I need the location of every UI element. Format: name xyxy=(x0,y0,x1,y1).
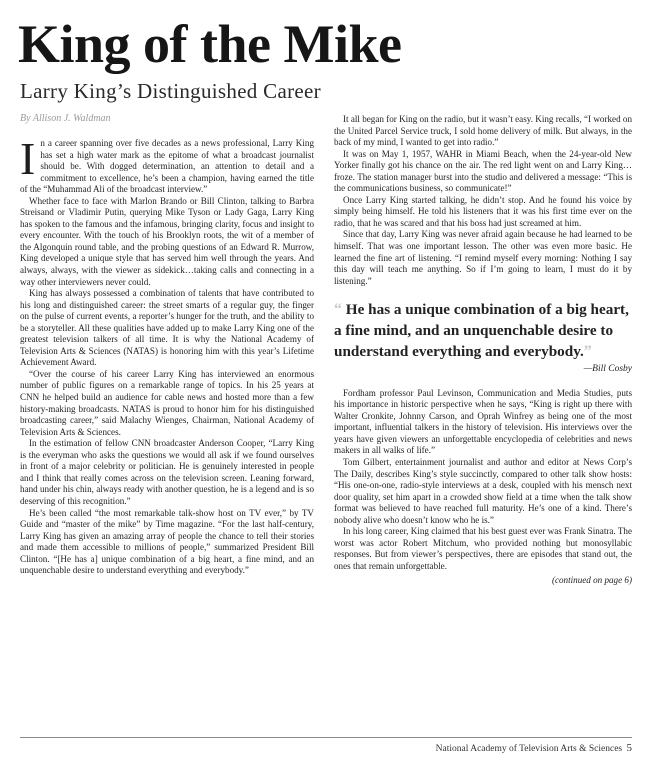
article-subtitle: Larry King’s Distinguished Career xyxy=(20,79,321,103)
pull-quote-attribution: —Bill Cosby xyxy=(583,364,632,375)
pull-quote-body: He has a unique combination of a big heart, a fine mind, and an unquenchable desire to understand everything and everybody. xyxy=(334,301,629,361)
pull-quote xyxy=(334,299,632,376)
paragraph: It all began for King on the radio, but it wasn’t easy. King recalls, “I worked on the United Parcel Service truck, I sold home delivery of milk. But always, in the back of my mind, I wanted to get into radio.” xyxy=(334,114,632,148)
paragraph xyxy=(20,133,314,196)
page-footer xyxy=(436,742,632,754)
open-quote-mark: “ xyxy=(334,301,342,319)
article-byline: By Allison J. Waldman xyxy=(20,113,111,124)
article-title: King of the Mike xyxy=(18,14,402,74)
paragraph: “Over the course of his career Larry King has interviewed an enormous number of public figures on a remarkable range of topics. In his 25 years at CNN he helped build an audience for cable news and hosted more than a few history-making broadcasts. NATAS is proud to honor him for his distinguished broadcasting career,” said Malachy Wienges, Chairman, National Academy of Television Arts & Sciences. xyxy=(20,368,314,437)
paragraph: He’s been called “the most remarkable talk-show host on TV ever,” by TV Guide and “master of the mike” by Time magazine. “For the last half-century, Larry King has given an amazing array of people the chance to tell their stories and made them accessible to millions of people,” summarized President Bill Clinton. “[He has a] unique combination of a big heart, a fine mind, and an unquenchable desire to understand everything and everybody.” xyxy=(20,507,314,576)
paragraph: Fordham professor Paul Levinson, Communication and Media Studies, puts his importance in historic perspective when he says, “King is right up there with Walter Cronkite, Johnny Carson, and Oprah Winfrey as being one of the most important, influential talkers in the history of television. His interviews over the years have given viewers an unforgettable encyclopedia of celebrities and news makers in all walks of life.” xyxy=(334,387,632,456)
paragraph: Whether face to face with Marlon Brando or Bill Clinton, talking to Barbra Streisand or Vladimir Putin, querying Mike Tyson or Lady Gaga, Larry King has spoken to the famous and the infamous, bringing clarity, focus and insight to every encounter. With the touch of his Brooklyn roots, the wit of a member of the Algonquin round table, and the probing questions of an Edward R. Murrow, King developed a unique style that has served him well through the years. And always, always, with the viewer as sidekick…taking calls and connecting in a way other interviewers never could. xyxy=(20,195,314,287)
right-column xyxy=(334,114,632,586)
paragraph: In his long career, King claimed that his best guest ever was Frank Sinatra. The worst was actor Robert Mitchum, who provided nothing but monosyllabic responses. But from viewer’s perspectives, there are episodes that stand out, the ones that remain unforgettable. xyxy=(334,526,632,571)
page-number: 5 xyxy=(626,742,632,754)
left-column xyxy=(20,133,314,577)
pull-quote-text xyxy=(334,299,632,362)
footer-rule xyxy=(20,737,632,738)
close-quote-mark: ” xyxy=(583,343,592,361)
paragraph: Since that day, Larry King was never afraid again because he had learned to be himself. That was one important lesson. The other was even more basic. He learned the fine art of listening. “I remind myself every morning: Nothing I say this day will teach me anything. So if I’m going to learn, I must do it by listening.” xyxy=(334,229,632,286)
paragraph: In the estimation of fellow CNN broadcaster Anderson Cooper, “Larry King is the everyman who asks the questions we would all ask if we found ourselves in front of a major celebrity or politician. He is genuinely interested in people and I think that really comes across on the television screen. Leaning forward, hand under his chin, always ready with another question, he is a legend and is so deserving of this recognition.” xyxy=(20,438,314,506)
paragraph: Once Larry King started talking, he didn’t stop. And he found his voice by simply being himself. He told his listeners that it was his first time ever on the radio, that he was scared and that his boss had just screamed at him. xyxy=(334,194,632,228)
paragraph: Tom Gilbert, entertainment journalist and author and editor at News Corp’s The Daily, describes King’s style succinctly, compared to other talk show hosts: “His one-on-one, radio-style interviews at a desk, coupled with his mensch next door quality, set him apart in a crowded show field at a time when the talk show format was believed to have reached full maturity. He’s one of a kind. There’s nobody alive who doesn’t know who he is.” xyxy=(334,457,632,525)
footer-org: National Academy of Television Arts & Sciences xyxy=(435,744,623,754)
continued-note: (continued on page 6) xyxy=(551,574,632,585)
paragraph: King has always possessed a combination of talents that have contributed to his long and distinguished career: the street smarts of a regular guy, the finger on the pulse of current events, a reporter’s hunger for the truth, and the ability to be a storyteller. All these qualities have added up to make Larry King one of the greatest television talkers of all time. It is why the National Academy of Television Arts & Sciences (NATAS) is honoring him with this year’s Lifetime Achievement Award. xyxy=(20,288,314,368)
paragraph: It was on May 1, 1957, WAHR in Miami Beach, when the 24-year-old New Yorker finally got his chance on the air. The red light went on and Larry King…froze. The station manager burst into the studio and delivered a message: “This is the communications business, so communicate!” xyxy=(334,148,632,194)
drop-cap: I xyxy=(20,133,36,184)
paragraph-text: n a career spanning over five decades as a news professional, Larry King has set a high water mark as the epitome of what a broadcast journalist should be. With dogged determination, an attention to detail and a commitment to excellence, he’s been a champion, having earned the title of the “Muhammad Ali of the broadcast interview.” xyxy=(20,138,314,195)
